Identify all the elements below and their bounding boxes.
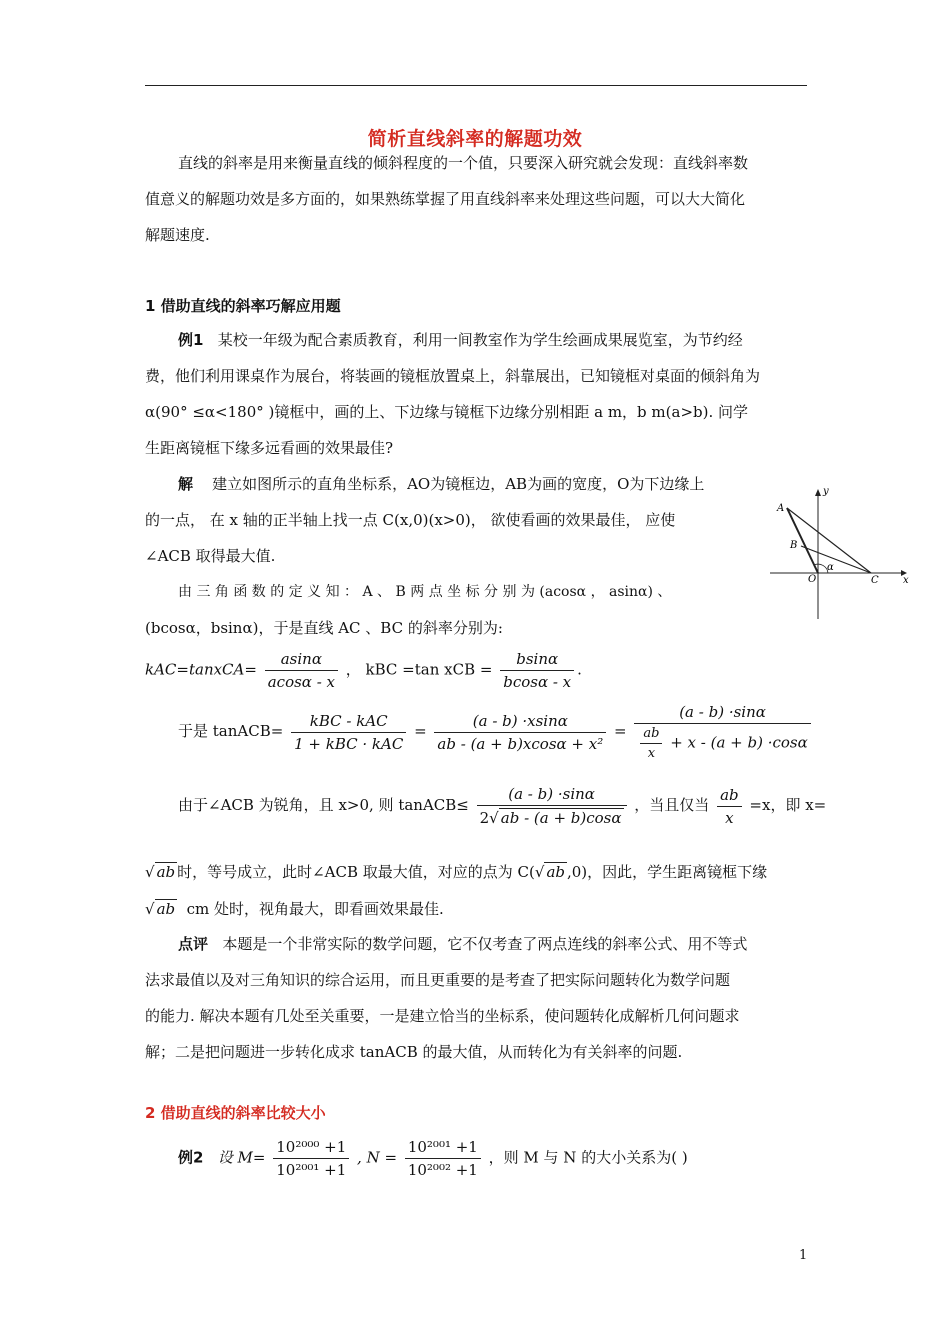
- example-2-line: 例2 设 M= $\frac{\text{10²⁰⁰⁰ +1}}{\text{10²⁰⁰¹ +1}}$ , N = $\frac{\text{10²⁰⁰¹ +1}}{\text{10²⁰⁰² +1}}$ ，则 M 与 N 的大小关系为( ): [178, 1138, 688, 1179]
- comment-line-2: 法求最值以及对三角知识的综合运用，而且更重要的是考查了把实际问题转化为数学问题: [145, 971, 731, 989]
- comment-line-4: 解；二是把问题进一步转化成求 tanACB 的最大值，从而转化为有关斜率的问题.: [145, 1043, 683, 1061]
- inequality-line: [178, 785, 826, 827]
- intro-line-2: 值意义的解题功效是多方面的，如果熟练掌握了用直线斜率来处理这些问题，可以大大简化: [145, 190, 746, 208]
- figure-label-o: O: [808, 574, 817, 585]
- figure-label-a: A: [777, 503, 785, 514]
- figure-label-alpha: α: [827, 562, 834, 573]
- solution-line-5: (bcosα，bsinα)，于是直线 AC 、BC 的斜率分别为:: [145, 619, 503, 637]
- formula-1-frac-ac: $\frac{asin\alpha}{acos\alpha - x}$: [265, 650, 338, 691]
- example-1-line-2: 费，他们利用课桌作为展台，将装画的镜框放置桌上，斜靠展出，已知镜框对桌面的倾斜角为: [145, 367, 761, 385]
- intro-line-1: 直线的斜率是用来衡量直线的倾斜程度的一个值，只要深入研究就会发现：直线斜率数: [178, 154, 749, 172]
- solution-line-3: ∠ACB 取得最大值.: [145, 547, 276, 565]
- section-1-heading: 1 借助直线的斜率巧解应用题: [145, 297, 341, 315]
- example-1-line-4: 生距离镜框下缘多远看画的效果最佳?: [145, 439, 394, 457]
- formula-2-prefix: 于是 tanACB=: [178, 722, 284, 740]
- comment-line-1: 点评 本题是一个非常实际的数学问题，它不仅考查了两点连线的斜率公式、用不等式: [178, 935, 748, 953]
- intro-line-3: 解题速度.: [145, 226, 210, 244]
- comment-label: 点评: [178, 935, 209, 953]
- solution-line-2: 的一点， 在 x 轴的正半轴上找一点 C(x,0)(x>0)， 欲使看画的效果最佳， 应使: [145, 511, 676, 529]
- ineq-suffix-1: ，当且仅当: [634, 796, 710, 814]
- figure-label-c: C: [871, 575, 879, 586]
- example-1-line-3: α(90° ≤α<180° )镜框中，画的上、下边缘与镜框下边缘分别相距 a m，b m(a>b). 问学: [145, 403, 749, 421]
- formula-tan-acb: 于是 tanACB= $\frac{\text{kBC - kAC}}{\text{1 + kBC · kAC}}$ = $\frac{(a - b) \cdot xsin\alpha}{\text{ab - (a + b)xcosα + x²}}$ = (a - b) ·sinα $\frac{ab}{x}$ + x - (a + b) ·cosα: [178, 703, 814, 761]
- formula-1-left: kAC=tanxCA=: [145, 660, 257, 679]
- page-title: 简析直线斜率的解题功效: [367, 128, 583, 150]
- formula-2-frac-1: $\frac{\text{kBC - kAC}}{\text{1 + kBC · kAC}}$: [291, 712, 406, 753]
- ineq-frac: $\frac{(a - b) \cdot\sin\alpha}{2√ ab - (a + b)\cos\alpha}$: [477, 785, 627, 827]
- section-2-heading: 2 借助直线的斜率比较大小: [145, 1104, 326, 1122]
- header-rule: [145, 85, 807, 86]
- formula-2-frac-2: $\frac{(a - b) \cdot xsin\alpha}{\text{ab - (a + b)xcosα + x²}}$: [434, 712, 606, 753]
- example-1-text-1: 某校一年级为配合素质教育，利用一间教室作为学生绘画成果展览室，为节约经: [217, 331, 743, 349]
- example-1-label: 例1: [178, 331, 204, 349]
- figure-label-x: x: [903, 575, 909, 586]
- formula-1-frac-bc: $\frac{bsin\alpha}{bcos\alpha - x}$: [500, 650, 574, 691]
- figure-label-y: y: [823, 486, 829, 497]
- ineq-prefix: 由于∠ACB 为锐角，且 x>0, 则 tanACB≤: [178, 796, 469, 814]
- ineq-small-frac: $\frac{ab}{x}$: [717, 786, 742, 827]
- solution-line-4: 由 三 角 函 数 的 定 义 知 ： A 、 B 两 点 坐 标 分 别 为 (acosα ， asinα) 、: [178, 584, 672, 600]
- example-2-label: 例2: [178, 1148, 204, 1167]
- conclusion-line-1: √ ab 时，等号成立，此时∠ACB 取最大值，对应的点为 C(√ ab ,0)，因此，学生距离镜框下缘: [145, 863, 768, 881]
- example-1-line-1: [178, 329, 743, 350]
- coordinate-figure: [765, 484, 910, 620]
- example-2-frac-n: $\frac{\text{10²⁰⁰¹ +1}}{\text{10²⁰⁰² +1}}$: [405, 1138, 481, 1179]
- figure-label-b: B: [790, 540, 798, 551]
- comment-line-3: 的能力. 解决本题有几处至关重要，一是建立恰当的坐标系，使问题转化成解析几何问题求: [145, 1007, 740, 1025]
- ineq-suffix-2: =x，即 x=: [749, 796, 827, 814]
- page-number: 1: [799, 1248, 808, 1263]
- solution-text-1: 建立如图所示的直角坐标系，AO为镜框边，AB为画的宽度，O为下边缘上: [212, 475, 705, 493]
- formula-slopes: kAC=tanxCA= $\frac{asin\alpha}{acos\alpha - x}$ ， kBC =tan xCB = $\frac{bsin\alpha}{bcos\alpha - x}$ .: [145, 650, 582, 691]
- formula-2-frac-3: (a - b) ·sinα $\frac{ab}{x}$ + x - (a + b) ·cosα: [634, 703, 810, 761]
- solution-label: 解: [178, 475, 194, 493]
- formula-1-mid: ， kBC =tan xCB =: [345, 660, 493, 679]
- solution-line-1: [178, 473, 704, 494]
- formula-2-inner-frac: $\frac{ab}{x}$: [640, 726, 662, 761]
- conclusion-line-2: √ ab cm 处时，视角最大，即看画效果最佳.: [145, 900, 444, 918]
- example-2-frac-m: $\frac{\text{10²⁰⁰⁰ +1}}{\text{10²⁰⁰¹ +1}}$: [273, 1138, 349, 1179]
